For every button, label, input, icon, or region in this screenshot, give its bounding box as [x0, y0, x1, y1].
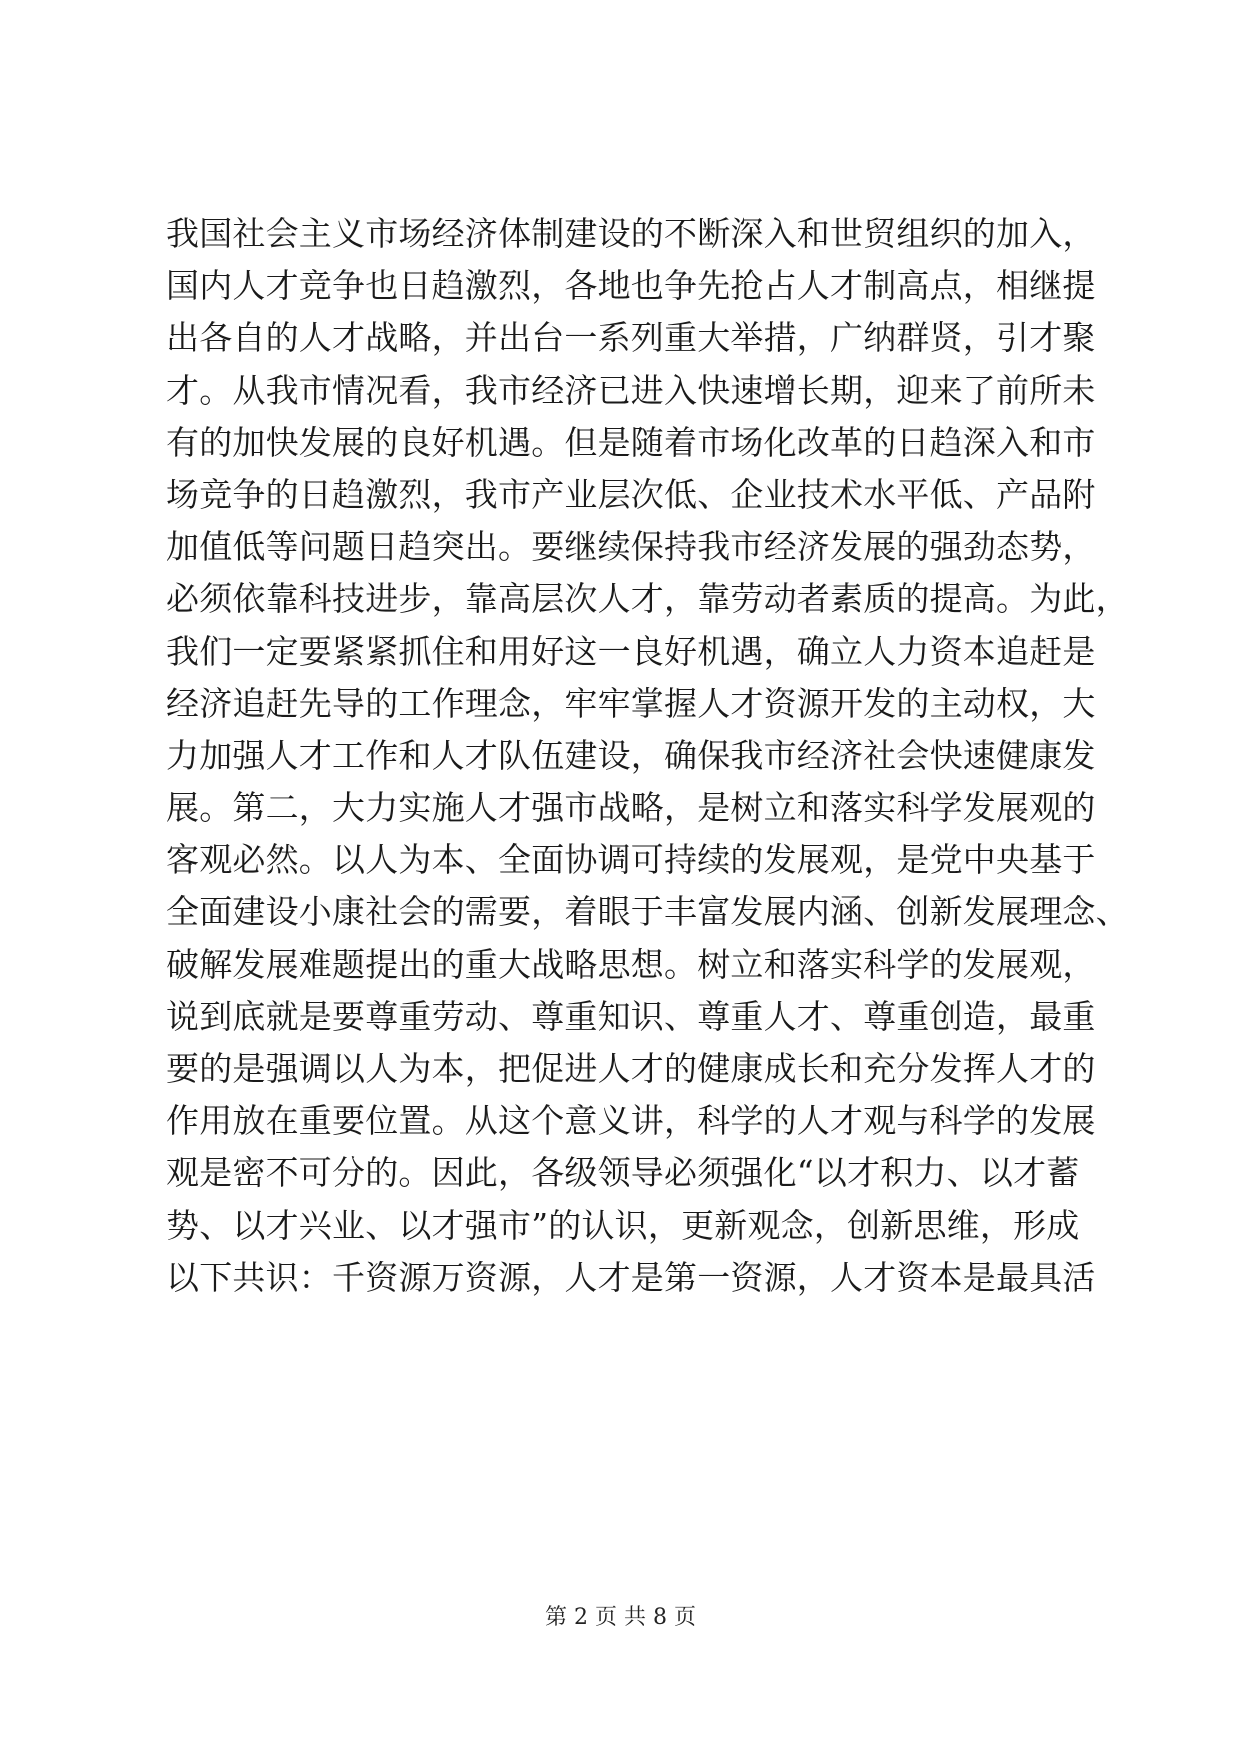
text-line: 客观必然。以人为本、全面协调可持续的发展观，是党中央基于 [166, 840, 1096, 880]
text-line: 观是密不可分的。因此，各级领导必须强化“以才积力、以才蓄 [166, 1153, 1080, 1193]
text-line: 才。从我市情况看，我市经济已进入快速增长期，迎来了前所未 [166, 370, 1096, 410]
text-line: 说到底就是要尊重劳动、尊重知识、尊重人才、尊重创造，最重 [166, 996, 1096, 1036]
text-line: 全面建设小康社会的需要，着眼于丰富发展内涵、创新发展理念、 [166, 892, 1129, 932]
text-line: 要的是强调以人为本，把促进人才的健康成长和充分发挥人才的 [166, 1049, 1096, 1088]
text-line: 势、以才兴业、以才强市”的认识，更新观念，创新思维，形成 [166, 1205, 1080, 1245]
text-line: 必须依靠科技进步，靠高层次人才，靠劳动者素质的提高。为此， [166, 579, 1129, 619]
page-number-footer: 第 2 页 共 8 页 [545, 1605, 696, 1630]
text-line: 国内人才竞争也日趋激烈，各地也争先抢占人才制高点，相继提 [166, 266, 1096, 306]
text-line: 加值低等问题日趋突出。要继续保持我市经济发展的强劲态势， [166, 527, 1096, 567]
text-line: 力加强人才工作和人才队伍建设，确保我市经济社会快速健康发 [166, 735, 1096, 775]
text-line: 以下共识：千资源万资源，人才是第一资源，人才资本是最具活 [166, 1257, 1096, 1297]
text-line: 我国社会主义市场经济体制建设的不断深入和世贸组织的加入， [166, 214, 1096, 253]
body-text [166, 208, 1129, 1304]
text-line: 有的加快发展的良好机遇。但是随着市场化改革的日趋深入和市 [166, 422, 1096, 462]
text-line: 展。第二，大力实施人才强市战略，是树立和落实科学发展观的 [166, 788, 1096, 828]
text-line: 作用放在重要位置。从这个意义讲，科学的人才观与科学的发展 [166, 1101, 1096, 1141]
text-line: 我们一定要紧紧抓住和用好这一良好机遇，确立人力资本追赶是 [166, 631, 1096, 671]
text-line: 场竞争的日趋激烈，我市产业层次低、企业技术水平低、产品附 [166, 474, 1096, 514]
text-line: 出各自的人才战略，并出台一系列重大举措，广纳群贤，引才聚 [166, 318, 1096, 358]
text-line: 经济追赶先导的工作理念，牢牢掌握人才资源开发的主动权，大 [166, 683, 1096, 723]
text-line: 破解发展难题提出的重大战略思想。树立和落实科学的发展观， [166, 944, 1096, 984]
